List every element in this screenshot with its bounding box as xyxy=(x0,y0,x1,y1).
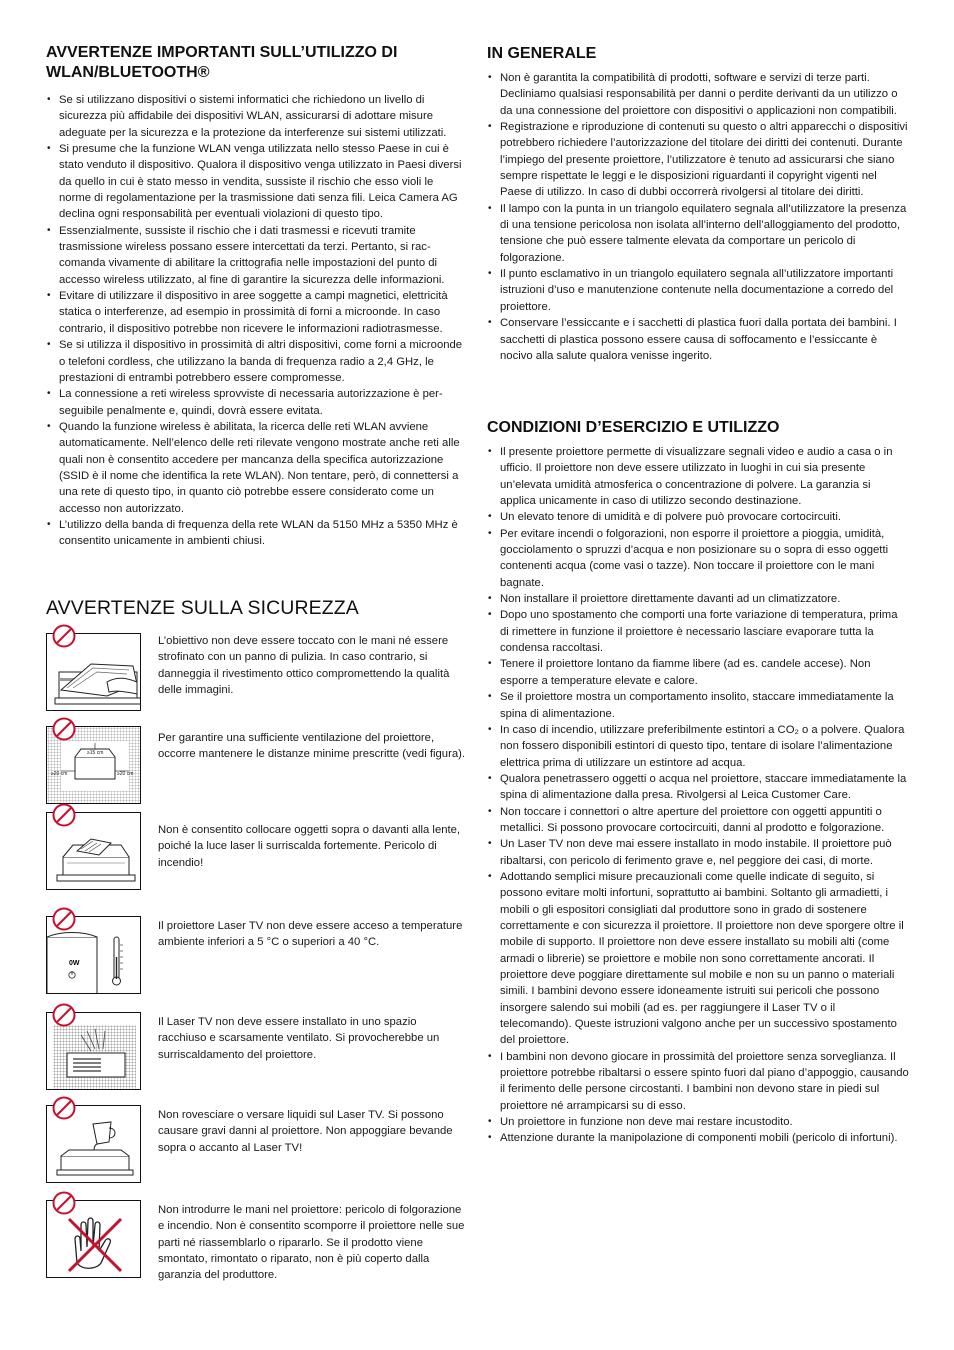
list-item: • Un Laser TV non deve mai essere installato in modo instabile. Il proiettore può ribaltarsi, con pericolo di ferimento grave e, nel peggiore dei casi, di morte. xyxy=(487,836,909,869)
list-item: • I bambini non devono giocare in prossimità del proiettore senza sorveglianza. Il proiettore potrebbe ribaltarsi o essere spinto fuori dal piano d’appoggio, causando il ferimento delle persone circostanti. I bambini non devono stare in piedi sul proiettore né arrampicarsi su di esso. xyxy=(487,1049,909,1114)
list-item: • L’utilizzo della banda di frequenza della rete WLAN da 5150 MHz a 5350 MHz è consentito unicamente in ambienti chiusi. xyxy=(46,517,466,550)
list-item: • Evitare di utilizzare il dispositivo in aree soggette a campi magnetici, elettricità statica o interferenze, ad esempio in prossimità di forni a microonde. In caso contrario, il dispositivo potrebbe non ricevere le informazioni radiotrasmesse. xyxy=(46,288,466,337)
list-item: • Non toccare i connettori o altre aperture del proiettore con oggetti appuntiti o metallici. Si possono provocare cortocircuiti, danni al prodotto e folgorazione. xyxy=(487,804,909,837)
warning-text: Per garantire una sufficiente ventilazione del proiettore, occorre mantenere le distanze minime prescritte (vedi figura). xyxy=(158,732,466,761)
list-item: • Tenere il proiettore lontano da fiamme libere (ad es. candele accese). Non esporre a temperature elevate e calore. xyxy=(487,656,909,689)
distance-label-left: ≥20 cm xyxy=(51,771,68,777)
list-item: • La connessione a reti wireless sprovviste di necessaria autorizzazione è perseguibile penalmente e, quindi, dovrà essere evitata. xyxy=(46,386,466,419)
list-item: • Qualora penetrassero oggetti o acqua nel proiettore, staccare immediatamente la spina di alimentazione dalla presa. Rivolgersi al Leica Customer Care. xyxy=(487,771,909,804)
distance-label-right: ≥20 cm xyxy=(117,771,134,777)
general-list xyxy=(487,70,909,364)
list-item: • Un proiettore in funzione non deve mai restare incustodito. xyxy=(487,1114,909,1130)
safety-section-title: AVVERTENZE SULLA SICUREZZA xyxy=(46,597,359,619)
wlan-title-line2: WLAN/BLUETOOTH® xyxy=(46,64,210,81)
list-item: • Attenzione durante la manipolazione di componenti mobili (pericolo di infortuni). xyxy=(487,1130,909,1146)
warning-text: L’obiettivo non deve essere toccato con le mani né essere strofinato con un panno di pulizia. In caso contrario, si danneggia il rivestimento ottico compromettendo la qualità delle immagini. xyxy=(158,635,450,697)
list-item: • Per evitare incendi o folgorazioni, non esporre il proiettore a pioggia, umidità, gocciolamento o spruzzi d’acqua e non posizionare su o sopra di esso oggetti contenenti acqua (come vasi o tazze). Non toccare il proiettore con le mani bagnate. xyxy=(487,526,909,591)
prohibition-icon xyxy=(52,1191,76,1215)
prohibition-icon xyxy=(52,717,76,741)
list-item: • Registrazione e riproduzione di contenuti su questo o altri apparecchi o dispositivi potrebbero richiedere l’autorizzazione del titolare dei diritti dei contenuti. Durante l’impiego del presente proiettore, l’utilizzatore è tenuto ad assicurarsi che siano sempre rispettate le leggi e le disposizioni riguardanti il copyright vigenti nel Paese di utilizzo. In caso di dubbi occorrerà rivolgersi al titolare dei diritti. xyxy=(487,119,909,201)
list-item: • Non installare il proiettore direttamente davanti ad un climatizzatore. xyxy=(487,591,909,607)
wlan-list xyxy=(46,92,466,550)
prohibition-icon xyxy=(52,1003,76,1027)
warning-text: Non rovesciare o versare liquidi sul Laser TV. Si possono causare gravi danni al proiettore. Non appoggiare bevande sopra o accanto al Laser TV! xyxy=(158,1109,453,1154)
list-item: • Se si utilizzano dispositivi o sistemi informatici che richiedono un livello di sicurezza più affidabile dei dispositivi WLAN, assicurarsi di adottare misure adeguate per la sicurezza e la protezione da interferenze sui sistemi utilizzati. xyxy=(46,92,466,141)
conditions-list xyxy=(487,444,909,1147)
list-item: • Dopo uno spostamento che comporti una forte variazione di temperatura, prima di rimettere in funzione il proiettore è necessario lasciare evaporare tutta la condensa raccoltasi. xyxy=(487,607,909,656)
conditions-section-title: CONDIZIONI D’ESERCIZIO E UTILIZZO xyxy=(487,419,780,436)
list-item: • Conservare l’essiccante e i sacchetti di plastica fuori dalla portata dei bambini. I sacchetti di plastica possono essere causa di soffocamento e l’essiccante è nocivo alla salute qualora venisse ingerito. xyxy=(487,315,909,364)
list-item: • In caso di incendio, utilizzare preferibilmente estintori a CO₂ o a polvere. Qualora non fossero disponibili estintori di questo tipo, tentare di isolare l’alimentazione elettrica prima di utilizzare un estintore ad acqua. xyxy=(487,722,909,771)
warning-text: Il proiettore Laser TV non deve essere acceso a temperature ambiente inferiori a 5 °C o superiori a 40 °C. xyxy=(158,920,463,949)
list-item: • Il lampo con la punta in un triangolo equilatero segnala all’utilizzatore la presenza di una tensione pericolosa non isolata all’interno dell’alloggiamento del prodotto, tensione che può essere talmente elevata da comportare un pericolo di folgorazione. xyxy=(487,201,909,266)
list-item: • Si presume che la funzione WLAN venga utilizzata nello stesso Paese in cui è stato venduto il dispositivo. Qualora il dispositivo venga utilizzato in Paesi diversi da quello in cui è stato messo in vendita, sussiste il rischio che esso violi le norme di regolamentazione per la trasmissione dati senza fili. Leica Camera AG declina ogni responsabilità per eventuali violazioni di questo tipo. xyxy=(46,141,466,223)
list-item: • Quando la funzione wireless è abilitata, la ricerca delle reti WLAN avviene automaticamente. Nell’elenco delle reti rilevate vengono mostrate anche reti alle quali non è consentito accedere per mancanza della specifica autorizzazione (SSID è il nome che identifica la rete WLAN). Non tentare, però, di connettersi a una rete di questo tipo, in quanto ciò potrebbe essere considerato come un accesso non autorizzato. xyxy=(46,419,466,517)
prohibition-icon xyxy=(52,803,76,827)
list-item: • Se si utilizza il dispositivo in prossimità di altri dispositivi, come forni a microonde o telefoni cordless, che utilizzano la banda di frequenza radio a 2,4 GHz, le prestazioni di entrambi potrebbero essere compromesse. xyxy=(46,337,466,386)
list-item: • Non è garantita la compatibilità di prodotti, software e servizi di terze parti. Decliniamo qualsiasi responsabilità per danni o perdite derivanti da un utilizzo o da una connessione del proiettore con dispositivi o applicazioni non compatibili. xyxy=(487,70,909,119)
list-item: • Il presente proiettore permette di visualizzare segnali video e audio a casa o in ufficio. Il proiettore non deve essere utilizzato in luoghi in cui sia presente un’elevata umidità atmosferica o concentrazione di polvere. La garanzia si applica unicamente in caso di utilizzo secondo destinazione. xyxy=(487,444,909,509)
general-section-title: IN GENERALE xyxy=(487,45,597,62)
prohibition-icon xyxy=(52,907,76,931)
svg-text:0W: 0W xyxy=(69,960,80,967)
list-item: • Il punto esclamativo in un triangolo equilatero segnala all’utilizzatore importanti istruzioni d’uso e manutenzione contenute nella documentazione a corredo del proiettore. xyxy=(487,266,909,315)
list-item: • Un elevato tenore di umidità e di polvere può provocare cortocircuiti. xyxy=(487,509,909,525)
warning-text: Il Laser TV non deve essere installato in uno spazio racchiuso e scarsamente ventilato. Si provocherebbe un surriscaldamento del proiettore. xyxy=(158,1016,440,1061)
prohibition-icon xyxy=(52,1096,76,1120)
wlan-section-title xyxy=(46,43,466,83)
warning-text: Non è consentito collocare oggetti sopra o davanti alla lente, poiché la luce laser li surriscalda fortemente. Pericolo di incendio! xyxy=(158,824,461,869)
list-item: • Adottando semplici misure precauzionali come quelle indicate di seguito, si possono evitare molti infortuni, soprattutto ai bambini. Soltanto gli armadietti, i mobili o gli espositori consigliati dal produttore sono in grado di sostenere correttamente e con sicurezza il proiettore. Il proiettore non deve sporgere oltre il mobile di supporto. Il proiettore non deve essere installato su mobili alti (come armadi o librerie) se proiettore e mobile non sono correttamente ancorati. Il proiettore deve poggiare direttamente sul mobile e non su un panno o materiali simili. I bambini devono essere idoneamente istruiti sui pericoli che possono insorgere salendo sui mobili (ad es. per raggiungere il Laser TV o il telecomando). Queste istruzioni valgono anche per un successivo spostamento del proiettore. xyxy=(487,869,909,1049)
list-item: • Essenzialmente, sussiste il rischio che i dati trasmessi e ricevuti tramite trasmissione wireless possano essere intercettati da terzi. Pertanto, si raccomanda vivamente di abilitare la crittografia nelle impostazioni del punto di accesso wireless utilizzato, al fine di garantire la sicurezza delle informazioni. xyxy=(46,223,466,288)
warning-text: Non introdurre le mani nel proiettore: pericolo di folgorazione e incendio. Non è consentito scomporre il proiettore nelle sue parti né riassemblarlo o ripararlo. Se il prodotto viene smontato, rimontato o riparato, non è più coperto dalla garanzia del produttore. xyxy=(158,1204,465,1282)
distance-label-top: ≥15 cm xyxy=(87,750,104,756)
list-item: • Se il proiettore mostra un comportamento insolito, staccare immediatamente la spina di alimentazione. xyxy=(487,689,909,722)
prohibition-icon xyxy=(52,624,76,648)
wlan-title-line1: AVVERTENZE IMPORTANTI SULL’UTILIZZO DI xyxy=(46,44,398,61)
